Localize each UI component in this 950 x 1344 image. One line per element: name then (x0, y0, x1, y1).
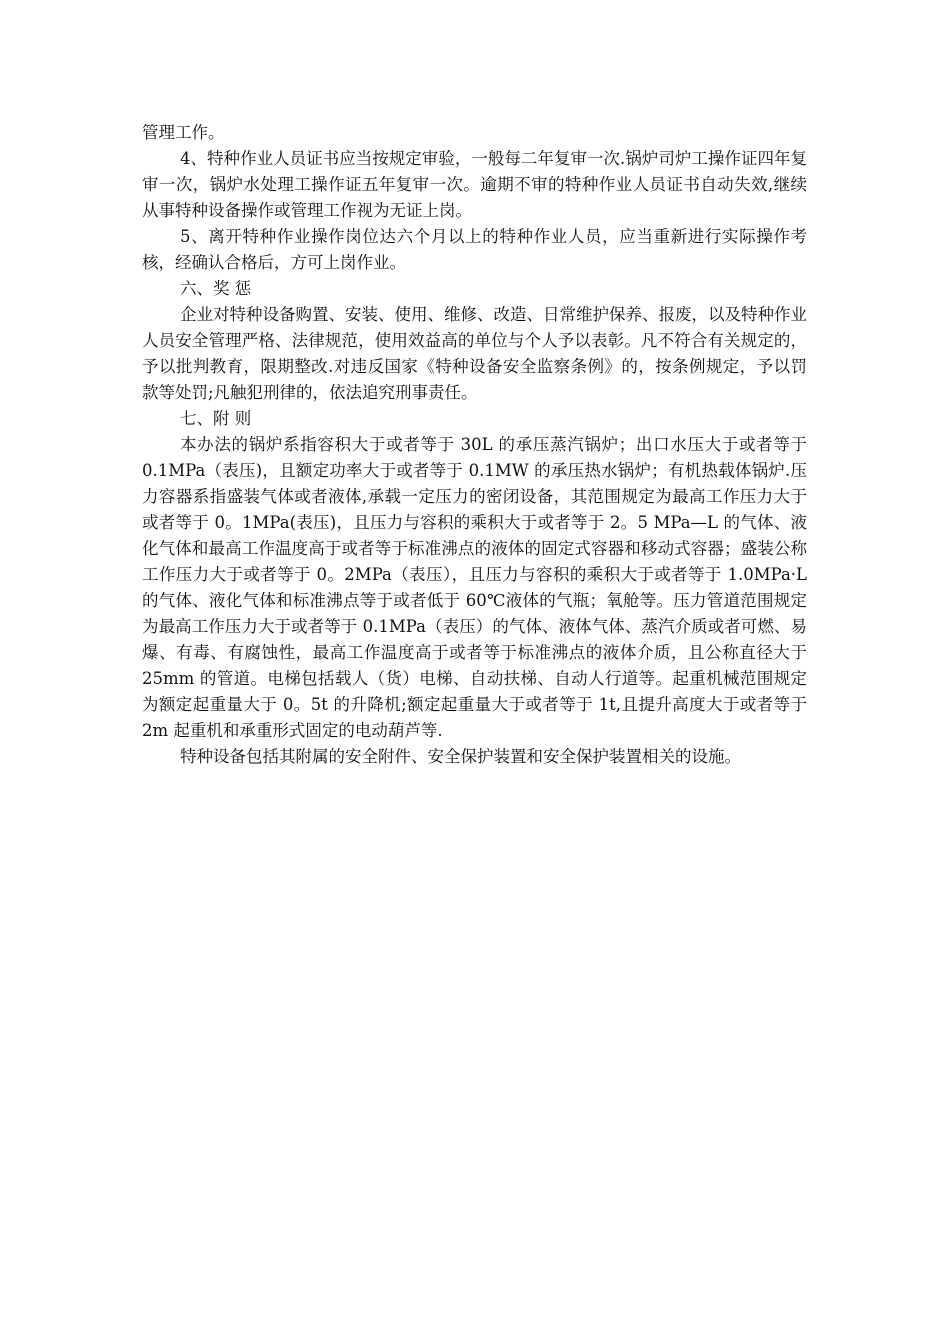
paragraph-equipment-scope: 特种设备包括其附属的安全附件、安全保护装置和安全保护装置相关的设施。 (180, 747, 741, 766)
paragraph-definitions: 本办法的锅炉系指容积大于或者等于 30L 的承压蒸汽锅炉；出口水压大于或者等于 0.1MPa（表压)，且额定功率大于或者等于 0.1MW 的承压热水锅炉；有机热载体锅炉.压力容器系指盛装气体或者液体,承载一定压力的密闭设备，其范围规定为最高工作压力大于或者等于 0。1MPa(表压)，且压力与容积的乘积大于或者等于 2。5 MPa—L 的气体、液化气体和最高工作温度高于或者等于标准沸点的液体的固定式容器和移动式容器；盛装公称工作压力大于或者等于 0。2MPa（表压），且压力与容积的乘积大于或者等于 1.0MPa·L 的气体、液化气体和标准沸点等于或者低于 60℃液体的气瓶；氧舱等。压力管道范围规定为最高工作压力大于或者等于 0.1MPa（表压）的气体、液体气体、蒸汽介质或者可燃、易爆、有毒、有腐蚀性，最高工作温度高于或者等于标准沸点的液体介质，且公称直径大于 25mm 的管道。电梯包括载人（货）电梯、自动扶梯、自动人行道等。起重机械范围规定为额定起重量大于 0。5t 的升降机;额定起重量大于或者等于 1t,且提升高度大于或者等于 2m 起重机和承重形式固定的电动葫芦等. (142, 435, 807, 740)
paragraph-item-5: 5、离开特种作业操作岗位达六个月以上的特种作业人员，应当重新进行实际操作考核，经确认合格后，方可上岗作业。 (142, 227, 807, 272)
section-heading-supplementary: 七、附 则 (180, 409, 252, 428)
paragraph-item-4: 4、特种作业人员证书应当按规定审验，一般每二年复审一次.锅炉司炉工操作证四年复审一次，锅炉水处理工操作证五年复审一次。逾期不审的特种作业人员证书自动失效,继续从事特种设备操作或管理工作视为无证上岗。 (142, 149, 807, 220)
paragraph-rewards: 企业对特种设备购置、安装、使用、维修、改造、日常维护保养、报废，以及特种作业人员安全管理严格、法律规范，使用效益高的单位与个人予以表彰。凡不符合有关规定的，予以批判教育，限期整改.对违反国家《特种设备安全监察条例》的，按条例规定，予以罚款等处罚;凡触犯刑律的，依法追究刑事责任。 (142, 305, 807, 402)
document-page (142, 120, 807, 770)
paragraph-continuation: 管理工作。 (142, 123, 225, 142)
section-heading-rewards: 六、奖 惩 (180, 279, 252, 298)
